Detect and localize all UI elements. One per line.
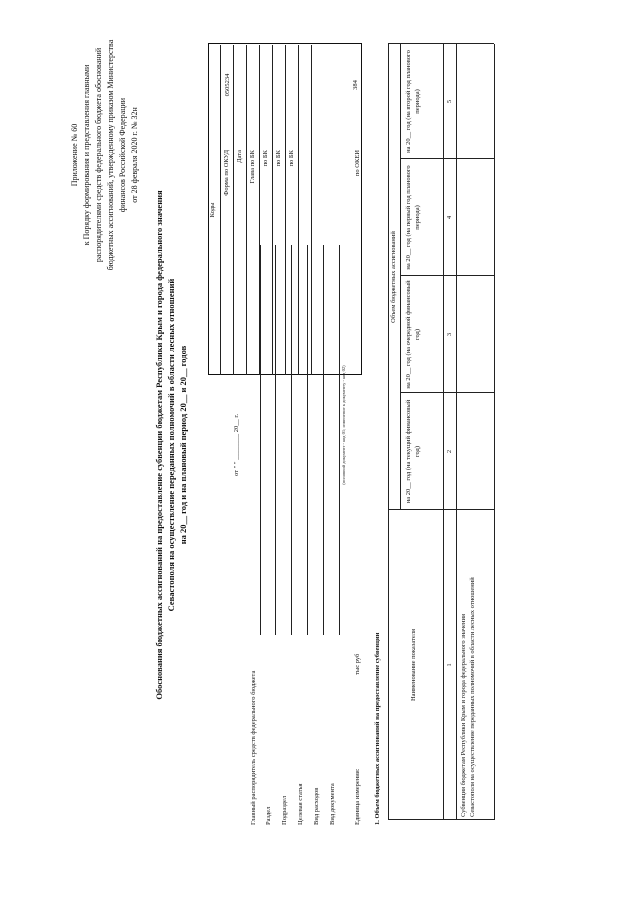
bk-label: по БК xyxy=(288,150,295,167)
field-label: Вид документа xyxy=(329,783,336,825)
col-3-header: на 20__ год (на очередной финансовый год) xyxy=(405,280,421,389)
appendix-number: Приложение № 60 xyxy=(70,123,79,187)
doc-note: (основной документ - код 01; изменение к документу - код 02) xyxy=(341,365,346,485)
appendix-line: финансов Российской Федерации xyxy=(118,97,127,213)
appendix-line: распорядителями средств федерального бюджета обоснований xyxy=(94,47,103,263)
form-date: от " " ________ 20__ г. xyxy=(233,414,240,476)
field-label: Раздел xyxy=(265,806,272,825)
col-num: 1 xyxy=(446,663,453,667)
form-title: Обоснования бюджетных ассигнований на предоставление субвенции бюджетам Республики Крым и города федерального значения xyxy=(154,190,164,700)
unit-value: тыс руб xyxy=(354,653,361,675)
col-4-header: на 20__ год (на первый год планового периода) xyxy=(405,165,421,270)
field-label: Главный распорядитель средств федерального бюджета xyxy=(250,670,257,825)
unit-label: Единица измерения: xyxy=(354,768,361,825)
appendix-line: к Порядку формирования и представления главными xyxy=(82,64,91,246)
codes-header: Коды xyxy=(209,202,216,218)
okud-value: 0505234 xyxy=(224,73,231,97)
col-name-header: Наименование показателя xyxy=(410,628,417,702)
col-2-header: на 20__ год (на текущий финансовый год) xyxy=(405,399,421,504)
form-title-line2: Севастополя на осуществление переданных полномочий в области лесных отношений xyxy=(166,278,176,612)
appendix-line: бюджетных ассигнований, утвержденному приказом Министерства xyxy=(106,39,115,271)
row-1-name: Субвенция бюджетам Республики Крым и города федерального значения xyxy=(460,614,467,817)
col-num: 4 xyxy=(446,215,453,220)
bk-label: по БК xyxy=(262,150,269,167)
field-label: Целевая статья xyxy=(297,783,304,825)
col-num: 2 xyxy=(446,449,453,454)
row-1-name-line2: Севастополя на осуществление переданных полномочий в области лесных отношений xyxy=(469,577,476,817)
bk-label: по БК xyxy=(275,150,282,167)
field-label: Подраздел xyxy=(281,795,288,825)
col-num: 5 xyxy=(446,99,453,104)
col-num: 3 xyxy=(446,332,453,337)
section-heading: 1. Объем бюджетных ассигнований на предоставление субвенции xyxy=(374,632,381,825)
appendix-date: от 28 февраля 2020 г. № 32н xyxy=(130,107,139,203)
col-group-header: Объем бюджетных ассигнований xyxy=(390,231,397,323)
bk-head-label: Глава по БК xyxy=(249,150,256,184)
okei-label: по ОКЕИ xyxy=(354,150,361,177)
okei-value: 384 xyxy=(352,80,359,90)
col-5-header: на 20__ год (на второй год планового периода) xyxy=(405,50,421,153)
form-title-line3: на 20__ год и на плановый период 20__ и 20__ годов xyxy=(178,345,188,545)
date-label: Дата xyxy=(236,150,243,163)
field-label: Вид расходов xyxy=(313,787,320,825)
okud-label: Форма по ОКУД xyxy=(223,150,230,196)
